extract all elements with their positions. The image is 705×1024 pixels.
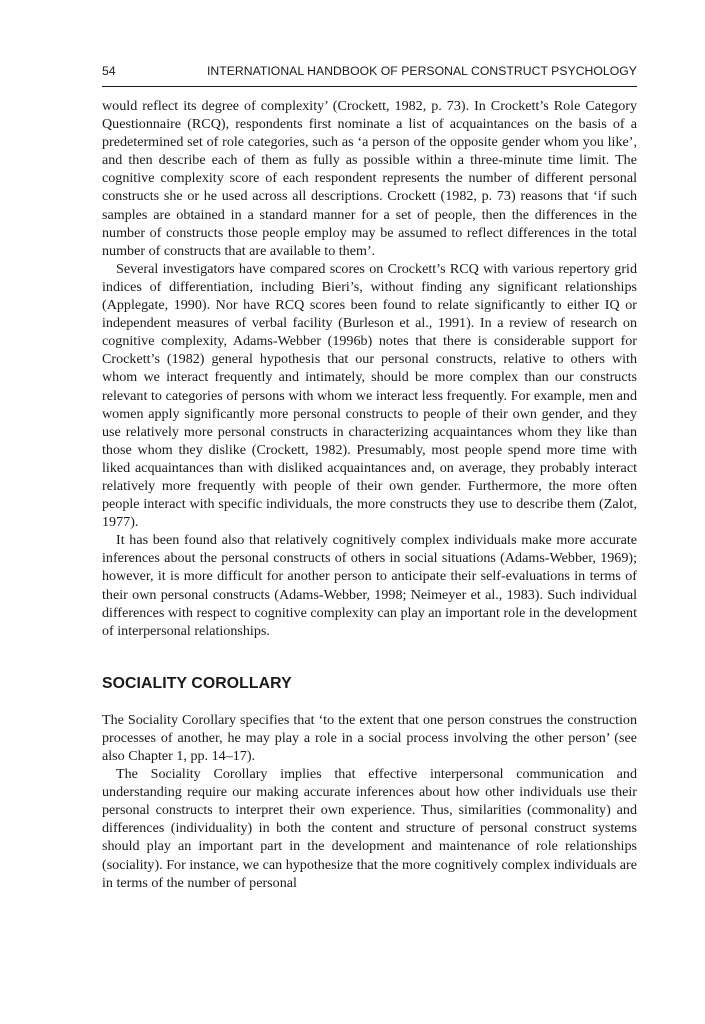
paragraph-complexity-measure: would reflect its degree of complexity’ (Crockett, 1982, p. 73). In Crockett’s Role Category Questionnaire (RCQ), respondents first nominate a list of acquaintances on the basis of a predetermined set of role categories, such as ‘a person of the opposite gender whom you like’, and then describe each of them as fully as possible within a three-minute time limit. The cognitive complexity score of each respondent represents the number of different personal constructs she or he used across all descriptions. Crockett (1982, p. 73) reasons that ‘if such samples are obtained in a standard manner for a set of people, then the differences in the number of constructs those people employ may be assumed to reflect differences in the total number of constructs that are available to them’.	[102, 98, 637, 259]
running-head-title: INTERNATIONAL HANDBOOK OF PERSONAL CONSTRUCT PSYCHOLOGY	[206, 64, 637, 78]
running-head	[102, 64, 637, 87]
book-page	[102, 64, 637, 892]
section-heading-sociality-corollary: SOCIALITY COROLLARY	[102, 674, 292, 692]
page-number: 54	[102, 64, 116, 78]
paragraph-inference-accuracy: It has been found also that relatively cognitively complex individuals make more accurate inferences about the personal constructs of others in social situations (Adams-Webber, 1969); however, it is more difficult for another person to anticipate their self-evaluations in terms of their own personal constructs (Adams-Webber, 1998; Neimeyer et al., 1983). Such individual differences with respect to cognitive complexity can play an important role in the development of interpersonal relationships.	[102, 532, 637, 639]
body-text	[102, 97, 637, 892]
paragraph-sociality-definition: The Sociality Corollary specifies that ‘to the extent that one person construes the construction processes of another, he may play a role in a social process involving the other person’ (see also Chapter 1, pp. 14–17).	[102, 711, 637, 764]
paragraph-rcq-research: Several investigators have compared scores on Crockett’s RCQ with various repertory grid indices of differentiation, including Bieri’s, without finding any significant relationships (Applegate, 1990). Nor have RCQ scores been found to relate significantly to either IQ or independent measures of verbal facility (Burleson et al., 1991). In a review of research on cognitive complexity, Adams-Webber (1996b) notes that there is considerable support for Crockett’s (1982) general hypothesis that our personal constructs, relative to others with whom we interact frequently and intimately, should be more complex than our constructs relevant to categories of persons with whom we interact less frequently. For example, men and women apply significantly more personal constructs to people of their own gender, and they use relatively more personal constructs in characterizing acquaintances whom they like than those whom they dislike (Crockett, 1982). Presumably, most people spend more time with liked acquaintances than with disliked acquaintances and, on average, they probably interact relatively more frequently with people of their own gender. Furthermore, the more often people interact with specific individuals, the more constructs they use to describe them (Zalot, 1977).	[102, 260, 637, 531]
paragraph-sociality-implications: The Sociality Corollary implies that effective interpersonal communication and understanding require our making accurate inferences about how other individuals use their personal constructs to interpret their own experience. Thus, similarities (commonality) and differences (individuality) in both the content and structure of personal construct systems should play an important part in the development and maintenance of role relationships (sociality). For instance, we can hypothesize that the more cognitively complex individuals are in terms of the number of personal	[102, 766, 637, 891]
